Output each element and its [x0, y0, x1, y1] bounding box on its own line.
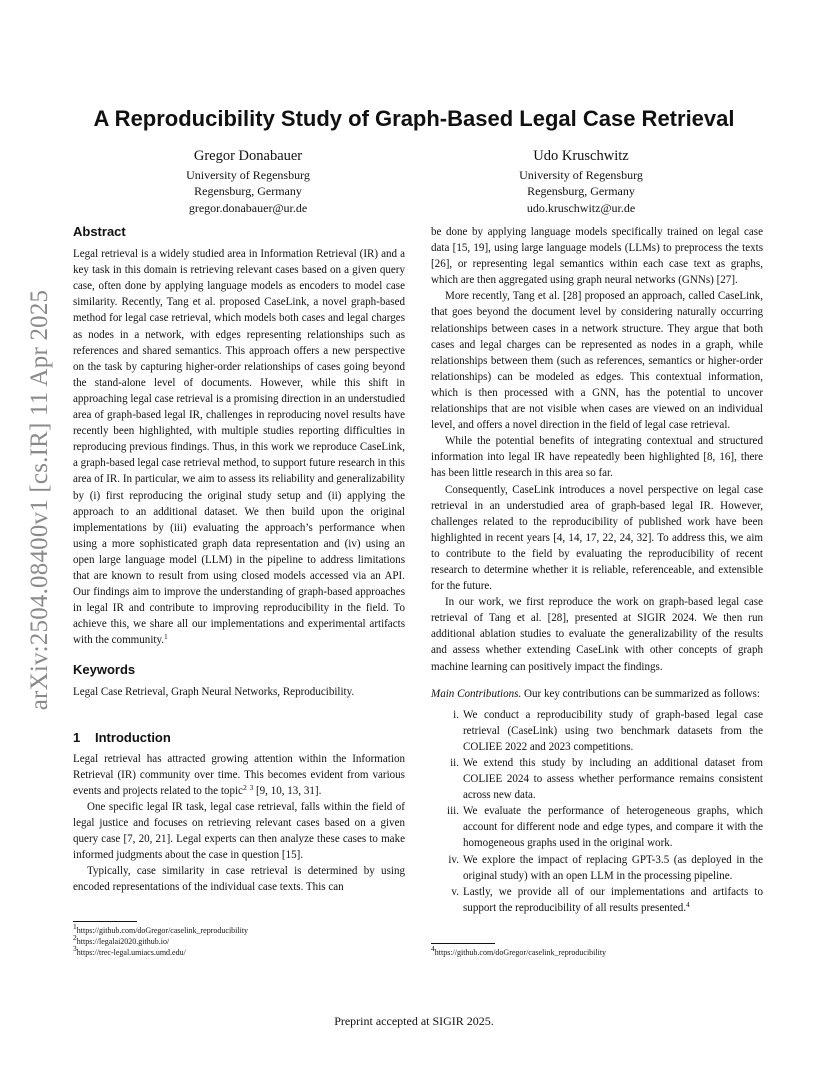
list-number: i.	[453, 708, 459, 721]
footnotes-left	[73, 922, 249, 958]
author-name: Udo Kruschwitz	[533, 148, 629, 164]
intro-paragraph-7: Consequently, CaseLink introduces a novel perspective on legal case retrieval in an understudied area of graph-based legal IR. However, challenges related to the reproducibility of published work have been highlighted in recent years [4, 14, 17, 22, 24, 32]. To address this, we aim to contribute to the field by evaluating the reproducibility of recent research to determine whether it is reliable, referenceable, and extensible for the future.	[431, 483, 763, 593]
intro-paragraph-2: One specific legal IR task, legal case retrieval, falls within the field of legal justice and focuses on retrieving relevant cases based on a given query case [7, 20, 21]. Legal experts can then analyze these cases to make informed judgments about the case in question [15].	[73, 801, 405, 862]
section-number: 1	[73, 729, 81, 745]
contributions-lead	[431, 686, 763, 702]
author-block-2	[451, 148, 711, 216]
intro-paragraph-8: In our work, we first reproduce the work on graph-based legal case retrieval of Tang et al. [28], presented at SIGIR 2024. We then run additional ablation studies to evaluate the generalizability of the results and assess whether extending CaseLink with other concepts of graph machine learning can positively impact the findings.	[431, 596, 763, 673]
list-number: iv.	[448, 853, 459, 866]
list-item	[431, 852, 763, 884]
arxiv-identifier-text: arXiv:2504.08400v1 [cs.IR] 11 Apr 2025	[26, 289, 53, 711]
author-email: udo.kruschwitz@ur.de	[526, 200, 636, 215]
footnote-marker: 1	[164, 632, 168, 642]
abstract-body: Legal retrieval is a widely studied area in Information Retrieval (IR) and a key task in this domain is retrieving relevant cases based on a given query case, often done by applying language models as encoders to model case similarity. Recently, Tang et al. proposed CaseLink, a novel graph-based method for legal case retrieval, which models both cases and legal charges as nodes in a network, with edges representing relationships such as references and shared semantics. This approach offers a new perspective on the task by capturing higher-order relationships of cases going beyond the stand-alone level of documents. However, while this shift in approaching legal case retrieval is a promising direction in an understudied area of graph-based legal IR, challenges in reproducing novel results have recently been highlighted, with multiple studies reporting difficulties in reproducing previous findings. Thus, in this work we reproduce CaseLink, a graph-based legal case retrieval method, to support future research in this area of IR. In particular, we aim to assess its reliability and generalizability by (i) first reproducing the original study setup and (ii) applying the approach to an additional dataset. We then build upon the original implementations by (iii) evaluating the approach’s performance when using a more sophisticated graph data representation and (iv) using an open large language model (LLM) in the pipeline to address limitations that are known to result from using closed models accessed via an API. Our findings aim to improve the understanding of graph-based approaches in legal IR and contribute to improving reproducibility in the field. To achieve this, we share all our implementations and experimental artifacts with the community.	[73, 248, 405, 647]
list-item	[431, 755, 763, 803]
footnote-mark: 3	[73, 944, 77, 953]
intro-paragraph-1	[73, 751, 405, 799]
list-number: v.	[451, 885, 459, 898]
abstract-heading: Abstract	[73, 224, 126, 239]
keywords-text: Legal Case Retrieval, Graph Neural Networks, Reproducibility.	[73, 685, 355, 698]
arxiv-identifier	[22, 265, 58, 735]
introduction-heading	[73, 730, 405, 746]
list-number: ii.	[450, 757, 459, 769]
footnote-1	[73, 922, 249, 936]
contributions-list	[431, 707, 763, 916]
intro-paragraph-3: Typically, case similarity in case retrieval is determined by using encoded representations of the individual case texts. This can	[73, 865, 405, 894]
intro-paragraph-5: More recently, Tang et al. [28] proposed an approach, called CaseLink, that goes beyond the document level by considering naturally occurring relationships between cases in a network structure. They argue that both cases and legal charges can be represented as nodes in a graph, while relationships between them (such as references, semantics or higher-order relationships) can be modeled as edges. This contextual information, which is then processed with a GNN, has the potential to uncover relationships that are not visible when cases are viewed on an individual level, and offers a novel direction in the field of legal case retrieval.	[431, 290, 763, 432]
footnote-url[interactable]: https://github.com/doGregor/caselink_reproducibility	[434, 948, 607, 957]
contributions-label: Main Contributions.	[431, 687, 522, 700]
footnote-marker: 3	[249, 782, 254, 792]
right-column	[431, 224, 763, 916]
footnote-url[interactable]: https://trec-legal.umiacs.umd.edu/	[76, 948, 186, 957]
footnote-3	[73, 944, 248, 958]
footnote-mark: 2	[73, 933, 77, 942]
intro-p1-text: Legal retrieval has attracted growing attention within the Information Retrieval (IR) community over time. This becomes evident from various events and projects related to the topic	[73, 752, 405, 797]
list-item	[431, 803, 763, 851]
author-location: Regensburg, Germany	[527, 184, 635, 198]
author-name: Gregor Donabauer	[193, 148, 303, 164]
footnote-mark: 1	[73, 922, 77, 931]
keywords-heading: Keywords	[73, 662, 136, 678]
paper-title: A Reproducibility Study of Graph-Based Legal Case Retrieval	[93, 106, 735, 131]
contributions-lead-text: Our key contributions can be summarized as follows:	[521, 687, 760, 700]
left-column	[73, 224, 405, 896]
footnote-mark: 4	[431, 944, 435, 953]
list-text: We explore the impact of replacing GPT-3.5 (as deployed in the original study) with an open LLM in the processing pipeline.	[463, 853, 763, 882]
preprint-note: Preprint accepted at SIGIR 2025.	[334, 1014, 494, 1028]
list-text: We evaluate the performance of heterogeneous graphs, which account for different node and edge types, and compare it with the homogeneous graphs used in the original work.	[463, 805, 763, 850]
footnote-rule	[73, 921, 137, 922]
list-text: Lastly, we provide all of our implementations and artifacts to support the reproducibility of all results presented.	[463, 885, 763, 914]
footnote-marker: 4	[686, 899, 690, 909]
list-item	[431, 707, 763, 755]
list-item	[431, 884, 763, 916]
author-location: Regensburg, Germany	[194, 184, 302, 198]
author-block-1	[118, 148, 378, 216]
footnotes-right	[431, 944, 607, 958]
abstract-text	[73, 246, 405, 648]
footnote-url[interactable]: https://github.com/doGregor/caselink_reproducibility	[76, 926, 249, 935]
intro-paragraph-4: be done by applying language models specifically trained on legal case data [15, 19], using large language models (LLMs) to preprocess the texts [26], or representing legal semantics within each case text as graphs, which are then aggregated using graph neural networks (GNNs) [27].	[431, 226, 763, 287]
list-text: We conduct a reproducibility study of graph-based legal case retrieval (CaseLink) using two benchmark datasets from the COLIEE 2022 and 2023 competitions.	[463, 708, 763, 753]
footnote-rule	[431, 943, 495, 944]
author-email: gregor.donabauer@ur.de	[188, 200, 308, 215]
section-title: Introduction	[95, 729, 171, 745]
footnote-url[interactable]: https://legalai2020.github.io/	[76, 937, 170, 946]
list-number: iii.	[447, 805, 459, 818]
author-affiliation: University of Regensburg	[186, 167, 310, 182]
intro-paragraph-6: While the potential benefits of integrating contextual and structured information into legal IR have repeatedly been highlighted [8, 16], there has been little research in this area so far.	[431, 435, 763, 480]
footnote-4	[431, 944, 607, 958]
author-affiliation: University of Regensburg	[519, 167, 643, 182]
list-text: We extend this study by including an additional dataset from COLIEE 2024 to assess whether performance remains consistent across new data.	[463, 757, 763, 802]
intro-p1-citations: [9, 10, 13, 31].	[253, 784, 322, 797]
footnote-marker: 2	[242, 782, 247, 792]
footnote-2	[73, 933, 248, 947]
